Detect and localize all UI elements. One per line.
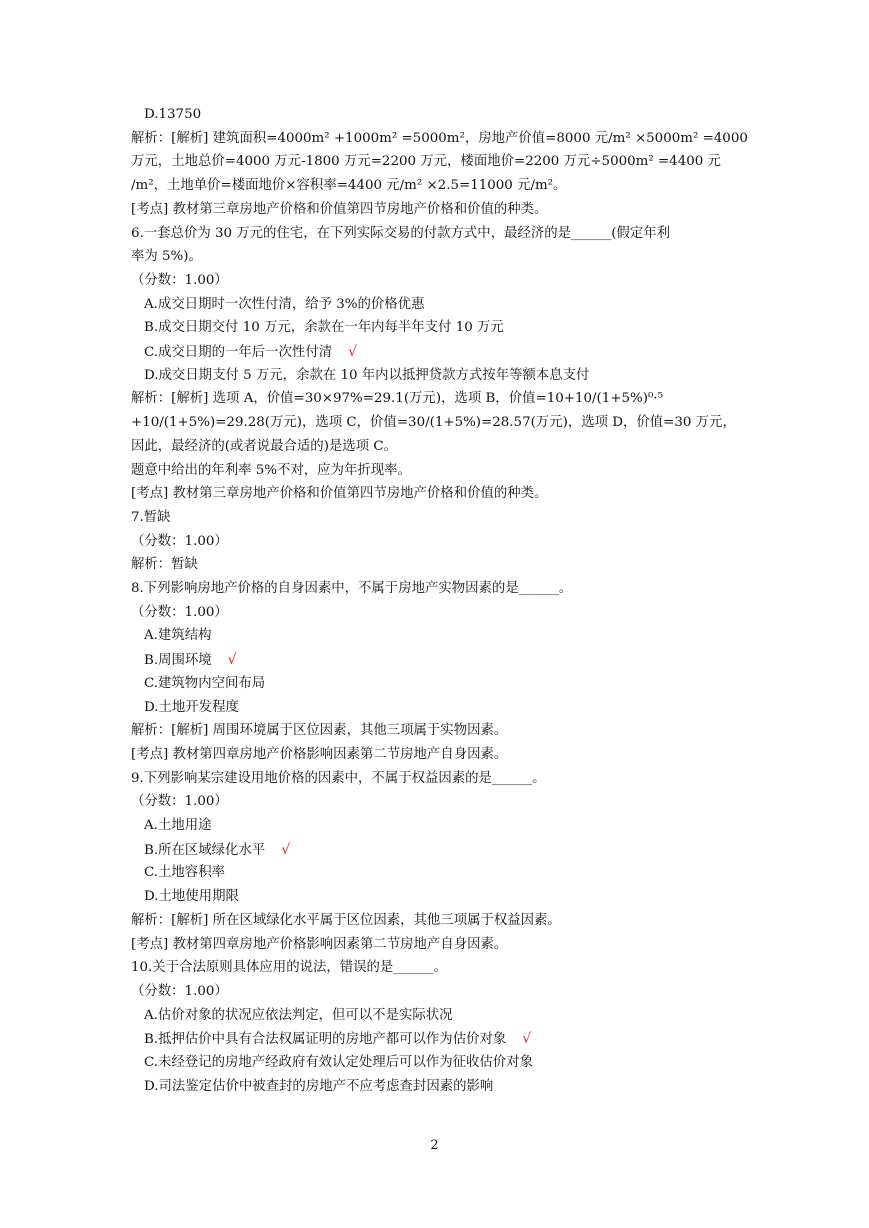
answer-option — [144, 1078, 764, 1096]
correct-answer-check-icon: √ — [227, 652, 237, 669]
line-text: 解析：[解析] 所在区域绿化水平属于区位因素，其他三项属于权益因素。 — [131, 912, 561, 928]
line-text: 解析：[解析] 建筑面积=4000m² +1000m² =5000m²，房地产价值=8000 元/m² ×5000m² =4000 — [131, 130, 748, 146]
text-line — [131, 414, 751, 432]
answer-option — [144, 817, 764, 835]
text-line — [131, 390, 751, 408]
text-line — [131, 556, 751, 574]
line-text: [考点] 教材第四章房地产价格影响因素第二节房地产自身因素。 — [131, 746, 508, 762]
line-text: A.建筑结构 — [144, 628, 212, 644]
line-text: B.所在区域绿化水平 — [144, 842, 266, 858]
line-text: [考点] 教材第四章房地产价格影响因素第二节房地产自身因素。 — [131, 936, 508, 952]
answer-option — [144, 651, 764, 670]
text-line — [131, 130, 751, 148]
text-line — [131, 485, 751, 503]
line-text: D.成交日期支付 5 万元，余款在 10 年内以抵押贷款方式按年等额本息支付 — [144, 367, 590, 383]
line-text: D.土地使用期限 — [144, 889, 239, 905]
line-text: A.土地用途 — [144, 818, 212, 833]
line-text: [考点] 教材第三章房地产价格和价值第四节房地产价格和价值的种类。 — [131, 486, 548, 502]
answer-option — [144, 343, 764, 362]
text-line — [131, 722, 751, 740]
line-text: （分数：1.00） — [131, 794, 228, 810]
text-line — [131, 983, 751, 1001]
text-line — [131, 533, 751, 551]
text-line — [131, 201, 751, 219]
line-text: [考点] 教材第三章房地产价格和价值第四节房地产价格和价值的种类。 — [131, 201, 548, 217]
line-text: （分数：1.00） — [131, 604, 228, 620]
line-text: 万元，土地总价=4000 万元-1800 万元=2200 万元，楼面地价=2200 万元÷5000m² =4400 元 — [131, 154, 721, 170]
text-line — [131, 746, 751, 764]
text-line — [131, 438, 751, 456]
line-text: 8.下列影响房地产价格的自身因素中，不属于房地产实物因素的是______。 — [131, 581, 573, 596]
line-text: C.成交日期的一年后一次性付清 — [144, 345, 333, 360]
line-text: C.土地容积率 — [144, 865, 225, 881]
answer-option — [144, 675, 764, 693]
answer-option — [144, 367, 764, 385]
text-line — [131, 272, 751, 290]
text-line — [131, 248, 751, 266]
line-text: A.估价对象的状况应依法判定，但可以不是实际状况 — [144, 1007, 453, 1023]
line-text: +10/(1+5%)=29.28(万元)，选项 C，价值=30/(1+5%)=28.57(万元)，选项 D，价值=30 万元， — [131, 415, 736, 431]
answer-option — [144, 627, 764, 645]
line-text: 因此，最经济的(或者说最合适的)是选项 C。 — [131, 438, 397, 454]
correct-answer-check-icon: √ — [522, 1031, 532, 1048]
text-line — [131, 912, 751, 930]
line-text: 题意中给出的年利率 5%不对，应为年折现率。 — [131, 462, 411, 478]
answer-option — [144, 841, 764, 860]
text-line — [131, 936, 751, 954]
line-text: D.13750 — [144, 107, 202, 122]
line-text: 解析：[解析] 选项 A，价值=30×97%=29.1(万元)，选项 B，价值=10+10/(1+5%)⁰·⁵ — [131, 391, 663, 407]
line-text: B.成交日期交付 10 万元，余款在一年内每半年支付 10 万元 — [144, 320, 504, 336]
correct-answer-check-icon: √ — [281, 841, 291, 858]
answer-option — [144, 1030, 764, 1049]
line-text: 解析：暂缺 — [131, 557, 198, 573]
line-text: C.建筑物内空间布局 — [144, 675, 266, 691]
line-text: （分数：1.00） — [131, 533, 228, 549]
text-line — [131, 462, 751, 480]
answer-option — [144, 1007, 764, 1025]
page-number: 2 — [430, 1138, 439, 1153]
line-text: 解析：[解析] 周围环境属于区位因素，其他三项属于实物因素。 — [131, 723, 508, 739]
line-text: B.抵押估价中具有合法权属证明的房地产都可以作为估价对象 — [144, 1032, 507, 1048]
line-text: B.周围环境 — [144, 653, 212, 669]
line-text: 9.下列影响某宗建设用地价格的因素中，不属于权益因素的是______。 — [131, 770, 546, 786]
line-text: 7.暂缺 — [131, 509, 171, 525]
text-line — [131, 153, 751, 171]
line-text: 率为 5%)。 — [131, 249, 202, 265]
line-text: A.成交日期时一次性付清，给予 3%的价格优惠 — [144, 296, 425, 312]
text-line — [131, 959, 751, 977]
text-line — [131, 509, 751, 527]
text-line — [131, 604, 751, 622]
text-line — [131, 770, 751, 788]
answer-option — [144, 864, 764, 882]
answer-option — [144, 106, 764, 124]
line-text: C.未经登记的房地产经政府有效认定处理后可以作为征收估价对象 — [144, 1055, 533, 1070]
line-text: D.土地开发程度 — [144, 699, 239, 715]
answer-option — [144, 1054, 764, 1072]
line-text: （分数：1.00） — [131, 983, 228, 999]
answer-option — [144, 319, 764, 337]
line-text: D.司法鉴定估价中被查封的房地产不应考虑查封因素的影响 — [144, 1078, 494, 1094]
line-text: 6.一套总价为 30 万元的住宅，在下列实际交易的付款方式中，最经济的是______(假定年利 — [131, 225, 671, 241]
text-line — [131, 793, 751, 811]
line-text: 10.关于合法原则具体应用的说法，错误的是______。 — [131, 960, 447, 976]
text-line — [131, 177, 751, 195]
line-text: /m²，土地单价=楼面地价×容积率=4400 元/m² ×2.5=11000 元/m²。 — [131, 178, 567, 194]
line-text: （分数：1.00） — [131, 272, 228, 288]
answer-option — [144, 296, 764, 314]
text-line — [131, 225, 751, 243]
text-line — [131, 580, 751, 598]
correct-answer-check-icon: √ — [348, 344, 358, 360]
answer-option — [144, 699, 764, 717]
answer-option — [144, 888, 764, 906]
